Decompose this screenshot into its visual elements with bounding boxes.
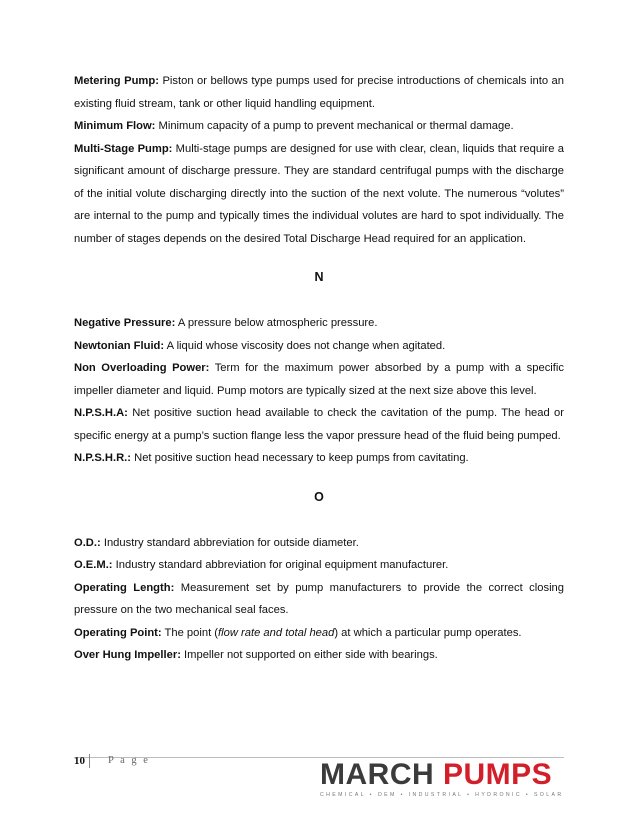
term: Operating Length: (74, 581, 175, 594)
term: O.D.: (74, 536, 101, 549)
logo-wordmark (320, 760, 566, 790)
logo-word-pumps: PUMPS (443, 758, 553, 791)
glossary-entry-metering-pump (74, 70, 564, 115)
definition-part: The point ( (161, 626, 219, 639)
glossary-entry-newtonian-fluid (74, 335, 564, 358)
glossary-entry-oem (74, 554, 564, 577)
term: N.P.S.H.A: (74, 407, 128, 419)
definition: A liquid whose viscosity does not change when agitated. (164, 339, 446, 352)
term: Newtonian Fluid: (74, 339, 165, 352)
glossary-entry-negative-pressure (74, 312, 564, 335)
page-label: P a g e (108, 755, 150, 766)
term: Metering Pump: (74, 75, 159, 87)
page-number-value: 10 (74, 755, 85, 767)
definition: Multi-stage pumps are designed for use with clear, clean, liquids that require a significant amount of discharge pressure. They are standard centrifugal pumps with the discharge of the initial volute discharging directly into the suction of the next volute. The numerous “volutes” are internal to the pump and typically times the individual volutes are hard to spot individually. The number of stages depends on the desired Total Discharge Head required for an application. (74, 142, 564, 245)
logo-tagline: CHEMICAL • OEM • INDUSTRIAL • HYDRONIC • SOLAR (320, 792, 564, 798)
definition-italic: flow rate and total head (218, 626, 335, 639)
term: Negative Pressure: (74, 317, 176, 329)
term: Minimum Flow: (74, 120, 156, 132)
definition: Impeller not supported on either side with bearings. (180, 649, 438, 661)
section-heading-n: N (314, 270, 324, 284)
definition: Net positive suction head necessary to keep pumps from cavitating. (131, 452, 469, 464)
march-pumps-logo (320, 760, 566, 800)
term: O.E.M.: (74, 559, 113, 571)
glossary-entry-od (74, 532, 564, 555)
definition: Measurement set by pump manufacturers to provide the correct closing pressure on the two mechanical seal faces. (74, 581, 564, 616)
glossary-entry-operating-length (74, 577, 564, 622)
glossary-entry-over-hung-impeller (74, 644, 564, 667)
definition: Minimum capacity of a pump to prevent mechanical or thermal damage. (155, 120, 514, 132)
term: Multi-Stage Pump: (74, 142, 173, 155)
page-footer (74, 757, 564, 807)
definition: Term for the maximum power absorbed by a pump with a specific impeller diameter and liquid. Pump motors are typically sized at the next size above this level. (74, 362, 564, 397)
glossary-entry-npsha (74, 402, 564, 447)
definition: Industry standard abbreviation for outside diameter. (100, 536, 359, 549)
glossary-entry-npshr (74, 447, 564, 470)
glossary-entry-multi-stage-pump (74, 138, 564, 251)
definition: Piston or bellows type pumps used for precise introductions of chemicals into an existing fluid stream, tank or other liquid handling equipment. (74, 75, 564, 110)
section-heading-o: O (314, 489, 324, 504)
definition-part: ) at which a particular pump operates. (334, 626, 522, 639)
definition: Industry standard abbreviation for original equipment manufacturer. (112, 559, 449, 571)
definition: Net positive suction head available to check the cavitation of the pump. The head or specific energy at a pump’s suction flange less the vapor pressure head of the fluid being pumped. (74, 407, 564, 442)
logo-word-march: MARCH (320, 758, 435, 791)
term: Over Hung Impeller: (74, 649, 181, 661)
term: N.P.S.H.R.: (74, 452, 131, 464)
definition: A pressure below atmospheric pressure. (175, 317, 378, 329)
page-body (74, 70, 564, 667)
glossary-entry-non-overloading-power (74, 357, 564, 402)
term: Operating Point: (74, 626, 162, 639)
glossary-entry-minimum-flow (74, 115, 564, 138)
term: Non Overloading Power: (74, 362, 210, 374)
page-number (74, 754, 90, 768)
glossary-entry-operating-point (74, 622, 564, 645)
